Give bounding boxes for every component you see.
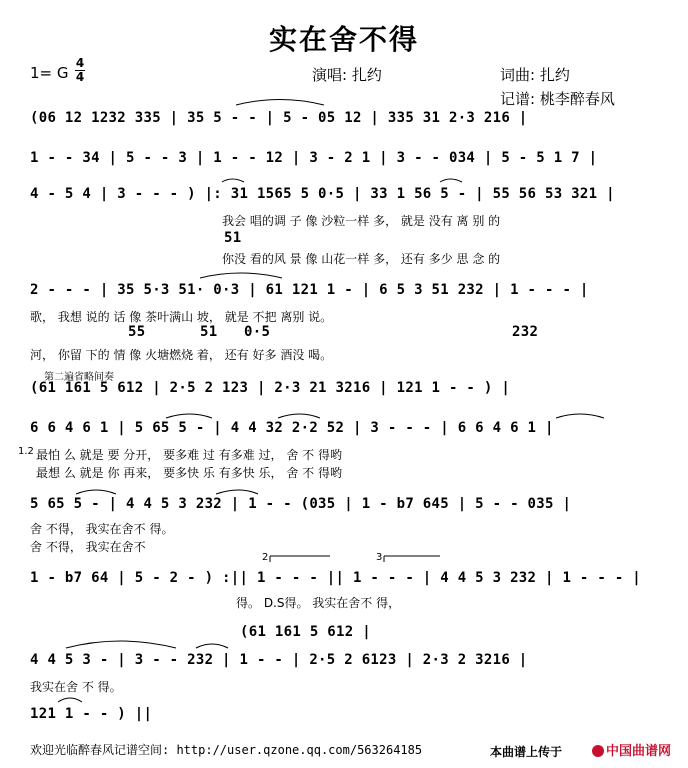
verse-number-mark: 1.2 bbox=[18, 446, 34, 457]
lyrics-line-7-verse-1: 舍 不得， 我实在舍不 得。 bbox=[30, 522, 174, 536]
slur-10 bbox=[66, 641, 176, 648]
lyricist-composer-credit: 词曲: 扎约 bbox=[500, 66, 570, 84]
transcriber-credit: 记谱: 桃李醉春风 bbox=[500, 90, 615, 108]
lyrics-line-8: 得。 D.S得。 我实在舍不 得， bbox=[236, 596, 401, 610]
score-line-5: (61 161 5 612 | 2·5 2 123 | 2·3 21 3216 | 121 1 - - ) | bbox=[30, 380, 511, 396]
lyrics-line-3-verse-1: 我会 唱的调 子 像 沙粒一样 多， 就是 没有 离 别 的 bbox=[222, 214, 501, 228]
singer-credit: 演唱: 扎约 bbox=[312, 66, 382, 84]
score-line-3: 4 - 5 4 | 3 - - - ) |: 31 1565 5 0·5 | 33 1 56 5 - | 55 56 53 321 | bbox=[30, 186, 615, 202]
footer-visit-text: 欢迎光临醉春风记谱空间: http://user.qzone.qq.com/563264185 bbox=[30, 743, 423, 757]
ending-mark-2: 2 bbox=[262, 552, 269, 563]
slur-8 bbox=[216, 490, 258, 494]
score-line-11: 121 1 - - ) || bbox=[30, 706, 153, 722]
score-line-4: 2 - - - | 35 5·3 51· 0·3 | 61 121 1 - | 6 5 3 51 232 | 1 - - - | bbox=[30, 282, 589, 298]
logo-ball-icon bbox=[592, 745, 604, 757]
lyrics-line-6-verse-2: 最想 么 就是 你 再来， 要多快 乐 有多快 乐， 舍 不 得哟 bbox=[36, 466, 342, 480]
score-line-10: 4 4 5 3 - | 3 - - 232 | 1 - - | 2·5 2 6123 | 2·3 2 3216 | bbox=[30, 652, 528, 668]
lyrics-line-6-verse-1: 最怕 么 就是 要 分开， 要多难 过 有多难 过， 舍 不 得哟 bbox=[36, 448, 342, 462]
alt-notes-line-4-b: 51 bbox=[200, 324, 218, 340]
time-signature-top: 4 bbox=[75, 56, 85, 70]
key-signature: 1= G bbox=[30, 64, 69, 82]
slur-3 bbox=[440, 179, 462, 182]
footer-upload-text: 本曲谱上传于 bbox=[490, 745, 563, 759]
slur-9 bbox=[76, 490, 116, 494]
ending-bracket-3 bbox=[384, 556, 440, 562]
slur-1 bbox=[236, 100, 324, 106]
lyrics-line-4-verse-1: 歌， 我想 说的 话 像 茶叶满山 坡， 就是 不把 离别 说。 bbox=[30, 310, 333, 324]
time-signature-bottom: 4 bbox=[75, 70, 85, 84]
slur-2 bbox=[222, 179, 244, 182]
alt-notes-line-3: 51 bbox=[224, 230, 242, 246]
ending-bracket-2 bbox=[270, 556, 330, 562]
score-line-6: 6 6 4 6 1 | 5 65 5 - | 4 4 32 2·2 52 | 3 - - - | 6 6 4 6 1 | bbox=[30, 420, 554, 436]
alt-notes-line-4-a: 55 bbox=[128, 324, 146, 340]
score-line-9: (61 161 5 612 | bbox=[240, 624, 371, 640]
slur-5 bbox=[556, 414, 604, 418]
ending-mark-3: 3 bbox=[376, 552, 383, 563]
lyrics-line-3-verse-2: 你没 看的风 景 像 山花一样 多， 还有 多少 思 念 的 bbox=[222, 252, 501, 266]
score-line-8: 1 - b7 64 | 5 - 2 - ) :|| 1 - - - || 1 - - - | 4 4 5 3 232 | 1 - - - | bbox=[30, 570, 642, 586]
slur-7 bbox=[278, 414, 320, 418]
lyrics-line-4-verse-2: 河， 你留 下的 情 像 火塘燃烧 着， 还有 好多 酒没 喝。 bbox=[30, 348, 333, 362]
interlude-note: 第二遍省略间奏 bbox=[44, 372, 114, 383]
score-line-2: 1 - - 34 | 5 - - 3 | 1 - - 12 | 3 - 2 1 | 3 - - 034 | 5 - 5 1 7 | bbox=[30, 150, 598, 166]
alt-notes-line-4-d: 232 bbox=[512, 324, 539, 340]
alt-notes-line-4-c: 0·5 bbox=[244, 324, 271, 340]
slur-11 bbox=[196, 644, 228, 648]
score-line-7: 5 65 5 - | 4 4 5 3 232 | 1 - - (035 | 1 - b7 645 | 5 - - 035 | bbox=[30, 496, 572, 512]
song-title: 实在舍不得 bbox=[268, 23, 419, 56]
score-line-1: (06 12 1232 335 | 35 5 - - | 5 - 05 12 | 335 31 2·3 216 | bbox=[30, 110, 528, 126]
lyrics-line-7-verse-2: 舍 不得， 我实在舍不 bbox=[30, 540, 146, 554]
logo-text: 中国曲谱网 bbox=[606, 744, 672, 759]
slur-12 bbox=[58, 698, 82, 702]
slur-4 bbox=[200, 273, 282, 278]
site-logo bbox=[592, 740, 671, 759]
lyrics-line-10: 我实在舍 不 得。 bbox=[30, 680, 122, 694]
slur-6 bbox=[166, 414, 212, 418]
